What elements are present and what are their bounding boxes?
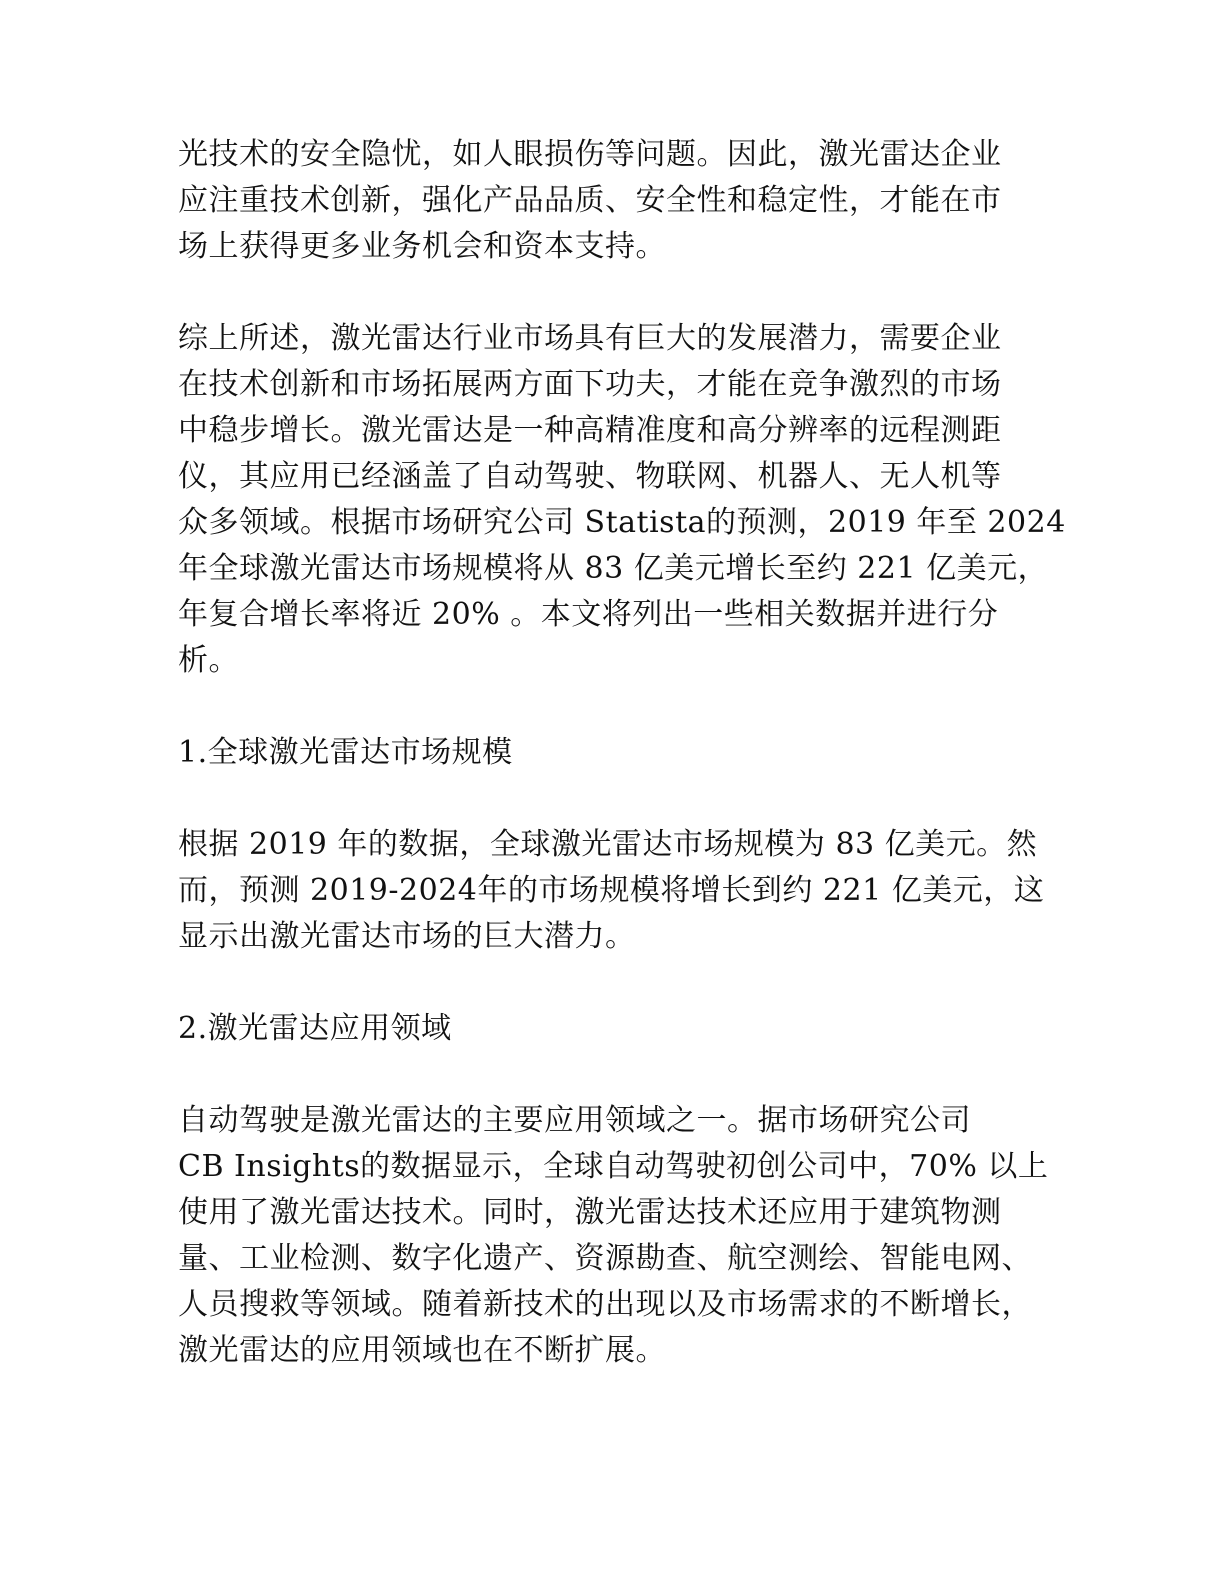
section-heading-applications [178, 1006, 1058, 1052]
paragraph-line: 光技术的安全隐忧，如人眼损伤等问题。因此，激光雷达企业 [178, 137, 1002, 172]
section-heading: 2.激光雷达应用领域 [178, 1011, 452, 1046]
paragraph-spacer [178, 960, 1058, 1006]
paragraph-line: 根据 2019 年的数据，全球激光雷达市场规模为 83 亿美元。然 [178, 827, 1038, 862]
paragraph-line: 析。 [178, 643, 239, 678]
paragraph-line: 而，预测 2019-2024年的市场规模将增长到约 221 亿美元，这 [178, 873, 1045, 908]
paragraph-spacer [178, 684, 1058, 730]
paragraph-line: 年全球激光雷达市场规模将从 83 亿美元增长至约 221 亿美元， [178, 551, 1049, 586]
paragraph-line: CB Insights的数据显示，全球自动驾驶初创公司中，70% 以上 [178, 1149, 1049, 1184]
section-heading-market-size [178, 730, 1058, 776]
paragraph-market-size [178, 822, 1058, 960]
paragraph-safety-concerns [178, 132, 1058, 270]
paragraph-line: 人员搜救等领域。随着新技术的出现以及市场需求的不断增长， [178, 1287, 1032, 1322]
paragraph-line: 激光雷达的应用领域也在不断扩展。 [178, 1333, 666, 1368]
paragraph-spacer [178, 270, 1058, 316]
section-heading: 1.全球激光雷达市场规模 [178, 735, 513, 770]
paragraph-spacer [178, 776, 1058, 822]
paragraph-line: 中稳步增长。激光雷达是一种高精准度和高分辨率的远程测距 [178, 413, 1002, 448]
paragraph-line: 自动驾驶是激光雷达的主要应用领域之一。据市场研究公司 [178, 1103, 971, 1138]
paragraph-line: 使用了激光雷达技术。同时，激光雷达技术还应用于建筑物测 [178, 1195, 1002, 1230]
paragraph-line: 年复合增长率将近 20% 。本文将列出一些相关数据并进行分 [178, 597, 999, 632]
paragraph-line: 在技术创新和市场拓展两方面下功夫，才能在竞争激烈的市场 [178, 367, 1002, 402]
paragraph-line: 显示出激光雷达市场的巨大潜力。 [178, 919, 636, 954]
paragraph-line: 应注重技术创新，强化产品品质、安全性和稳定性，才能在市 [178, 183, 1002, 218]
document-body [178, 132, 1066, 1374]
paragraph-spacer [178, 1052, 1058, 1098]
paragraph-summary [178, 316, 1066, 684]
paragraph-applications [178, 1098, 1058, 1374]
paragraph-line: 众多领域。根据市场研究公司 Statista的预测，2019 年至 2024 [178, 505, 1066, 540]
paragraph-line: 综上所述，激光雷达行业市场具有巨大的发展潜力，需要企业 [178, 321, 1002, 356]
paragraph-line: 量、工业检测、数字化遗产、资源勘查、航空测绘、智能电网、 [178, 1241, 1032, 1276]
paragraph-line: 场上获得更多业务机会和资本支持。 [178, 229, 666, 264]
paragraph-line: 仪，其应用已经涵盖了自动驾驶、物联网、机器人、无人机等 [178, 459, 1002, 494]
